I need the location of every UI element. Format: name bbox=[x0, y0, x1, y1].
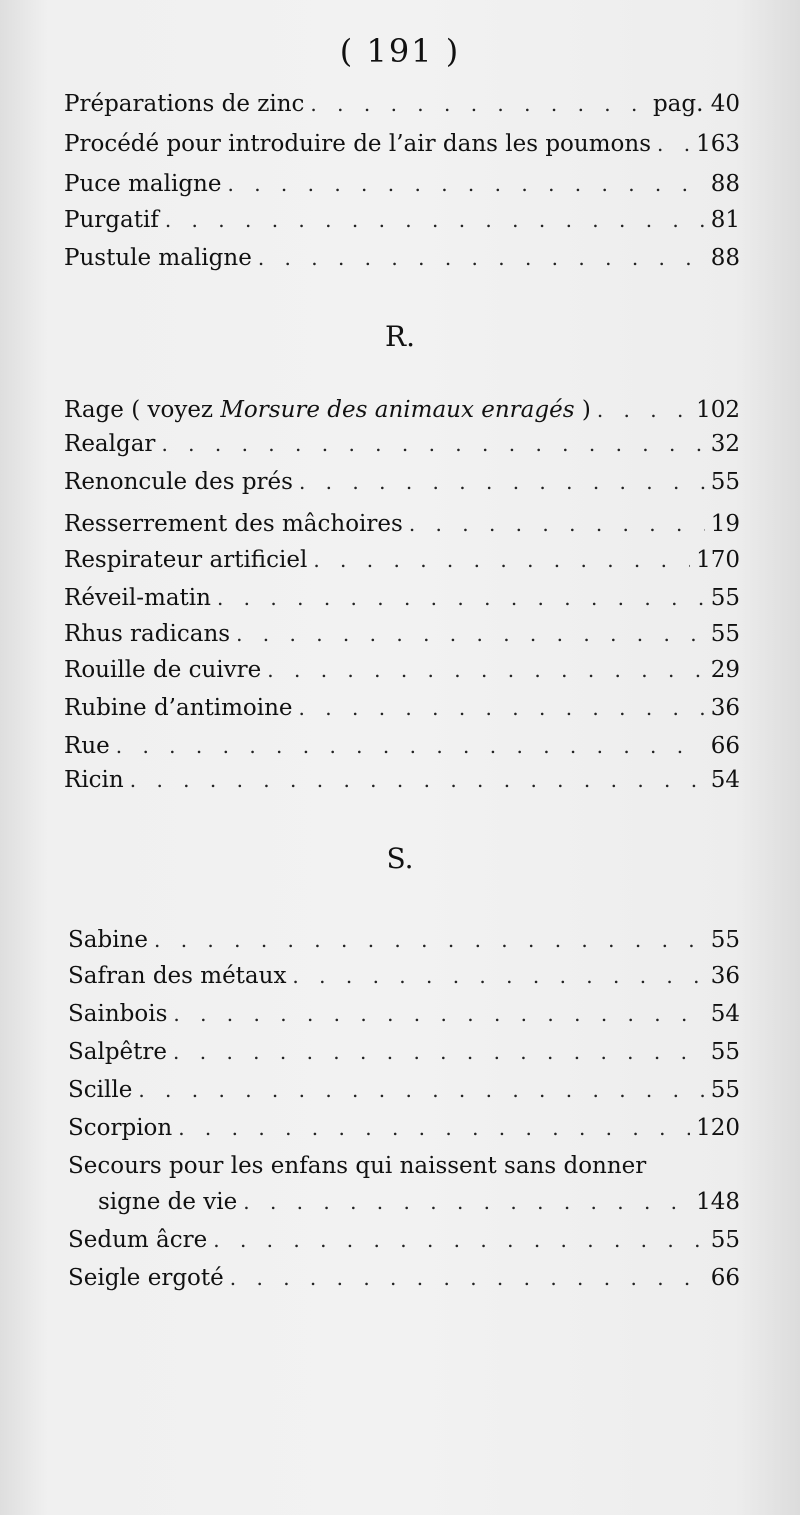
entry-term: Puce maligne bbox=[64, 171, 222, 197]
dot-leader bbox=[173, 994, 704, 1034]
dot-leader bbox=[409, 504, 705, 544]
entry-page: 19 bbox=[710, 511, 740, 537]
index-entry bbox=[64, 688, 740, 728]
dot-leader bbox=[657, 124, 690, 164]
dot-leader bbox=[130, 760, 705, 800]
entry-page: 55 bbox=[710, 1039, 740, 1065]
entry-term: Rue bbox=[64, 733, 110, 759]
entry-term: Realgar bbox=[64, 431, 156, 457]
dot-leader bbox=[243, 1182, 690, 1222]
index-entry bbox=[68, 1146, 740, 1186]
entry-page: 88 bbox=[710, 245, 740, 271]
index-entry bbox=[64, 424, 740, 464]
page-number: ( 191 ) bbox=[339, 32, 461, 70]
index-entry bbox=[64, 200, 740, 240]
entry-term: Rouille de cuivre bbox=[64, 657, 262, 683]
dot-leader bbox=[227, 164, 704, 204]
entry-term: Seigle ergoté bbox=[68, 1265, 224, 1291]
dot-leader bbox=[173, 1032, 705, 1072]
entry-term: Rhus radicans bbox=[64, 621, 231, 647]
index-entry bbox=[68, 1070, 740, 1110]
index-entry bbox=[68, 1108, 740, 1148]
entry-page: 66 bbox=[710, 1265, 740, 1291]
entry-term: Préparations de zinc bbox=[64, 91, 305, 117]
entry-page: 54 bbox=[710, 767, 740, 793]
entry-term: Purgatif bbox=[64, 207, 159, 233]
entry-page: 54 bbox=[710, 1001, 740, 1027]
entry-term: Sedum âcre bbox=[68, 1227, 208, 1253]
dot-leader bbox=[230, 1258, 705, 1298]
index-entry bbox=[68, 1032, 740, 1072]
entry-page: 55 bbox=[710, 1227, 740, 1253]
entry-page: 55 bbox=[710, 927, 740, 953]
entry-page: 148 bbox=[696, 1189, 740, 1215]
index-entry bbox=[64, 462, 740, 502]
entry-term: Pustule maligne bbox=[64, 245, 252, 271]
entry-term: Scille bbox=[68, 1077, 133, 1103]
entry-page: 36 bbox=[710, 695, 740, 721]
dot-leader bbox=[165, 200, 705, 240]
dot-leader bbox=[138, 1070, 704, 1110]
section-letter-s: S. bbox=[386, 842, 414, 875]
index-entry bbox=[68, 956, 740, 996]
entry-term: Resserrement des mâchoires bbox=[64, 511, 403, 537]
index-entry bbox=[64, 614, 740, 654]
dot-leader bbox=[267, 650, 704, 690]
index-entry-continuation bbox=[98, 1182, 740, 1222]
entry-page: 32 bbox=[710, 431, 740, 457]
index-entry bbox=[64, 238, 740, 278]
entry-term-start: Rage ( voyez bbox=[64, 397, 221, 423]
dot-leader bbox=[299, 462, 705, 502]
dot-leader bbox=[178, 1108, 690, 1148]
entry-term: Safran des métaux bbox=[68, 963, 287, 989]
index-entry bbox=[68, 994, 740, 1034]
dot-leader bbox=[258, 238, 705, 278]
section-letter-r: R. bbox=[385, 320, 415, 353]
entry-page: pag. 40 bbox=[652, 91, 740, 117]
entry-page: 102 bbox=[696, 397, 740, 423]
entry-term: Salpêtre bbox=[68, 1039, 168, 1065]
entry-term: Sabine bbox=[68, 927, 148, 953]
dot-leader bbox=[313, 540, 690, 580]
dot-leader bbox=[299, 688, 705, 728]
index-entry bbox=[64, 124, 740, 164]
entry-page: 29 bbox=[710, 657, 740, 683]
index-entry bbox=[64, 650, 740, 690]
entry-term-end: ) bbox=[574, 397, 591, 423]
index-entry bbox=[64, 84, 740, 124]
entry-page: 55 bbox=[710, 585, 740, 611]
entry-term: Respirateur artificiel bbox=[64, 547, 308, 573]
index-entry bbox=[64, 504, 740, 544]
dot-leader bbox=[154, 920, 705, 960]
entry-term: Ricin bbox=[64, 767, 124, 793]
entry-term: Sainbois bbox=[68, 1001, 168, 1027]
entry-page: 170 bbox=[696, 547, 740, 573]
entry-term: Rubine d’antimoine bbox=[64, 695, 293, 721]
index-entry bbox=[68, 1258, 740, 1298]
index-entry bbox=[68, 920, 740, 960]
entry-term: Procédé pour introduire de l’air dans les poumons bbox=[64, 131, 651, 157]
entry-page: 55 bbox=[710, 469, 740, 495]
dot-leader bbox=[161, 424, 704, 464]
entry-term: Renoncule des prés bbox=[64, 469, 293, 495]
dot-leader bbox=[310, 84, 647, 124]
dot-leader bbox=[213, 1220, 704, 1260]
entry-page: 163 bbox=[696, 131, 740, 157]
index-entry bbox=[64, 578, 740, 618]
entry-term: Secours pour les enfans qui naissent sans donner bbox=[68, 1153, 647, 1179]
dot-leader bbox=[292, 956, 704, 996]
index-entry bbox=[64, 540, 740, 580]
index-entry bbox=[64, 760, 740, 800]
entry-page: 88 bbox=[710, 171, 740, 197]
entry-page: 55 bbox=[710, 1077, 740, 1103]
entry-page: 36 bbox=[710, 963, 740, 989]
entry-page: 55 bbox=[710, 621, 740, 647]
index-entry bbox=[64, 164, 740, 204]
entry-page: 81 bbox=[710, 207, 740, 233]
dot-leader bbox=[217, 578, 705, 618]
entry-page: 66 bbox=[710, 733, 740, 759]
entry-term: Scorpion bbox=[68, 1115, 173, 1141]
dot-leader bbox=[236, 614, 705, 654]
entry-term: signe de vie bbox=[98, 1189, 238, 1215]
entry-page: 120 bbox=[696, 1115, 740, 1141]
entry-term: Réveil-matin bbox=[64, 585, 211, 611]
entry-term-italic: Morsure des animaux enragés bbox=[220, 397, 575, 423]
index-entry bbox=[68, 1220, 740, 1260]
